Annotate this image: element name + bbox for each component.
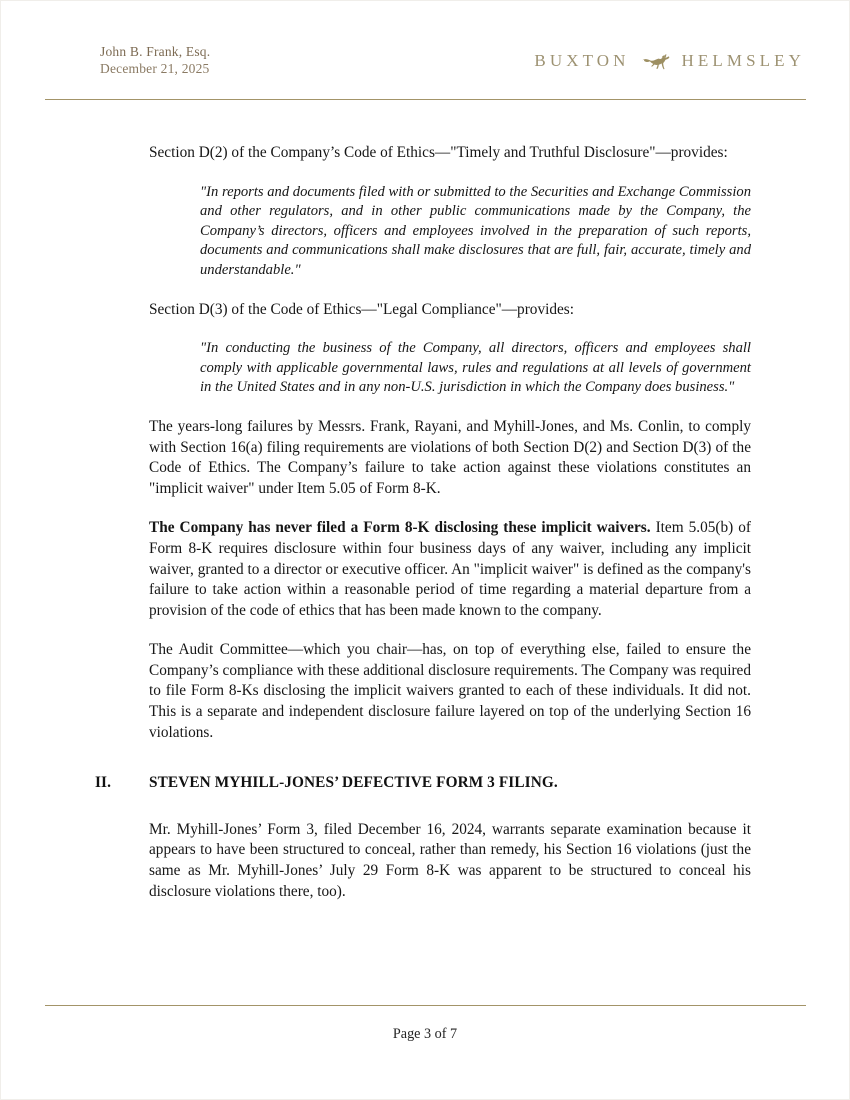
paragraph-section-d3-intro: Section D(3) of the Code of Ethics—"Legal Compliance"—provides: bbox=[149, 300, 574, 318]
brand-logo bbox=[534, 51, 805, 71]
document-body bbox=[95, 143, 751, 902]
paragraph-form-3-examination: Mr. Myhill-Jones’ Form 3, filed December 16, 2024, warrants separate examination because it appears to have been structured to conceal, rather than remedy, his Section 16 violations (just the same as Mr. Myhill-Jones’ July 29 Form 8-K was apparent to be structured to conceal his disclosure violations there, too). bbox=[149, 820, 751, 900]
paragraph-section-d2-intro: Section D(2) of the Company’s Code of Ethics—"Timely and Truthful Disclosure"—provides: bbox=[149, 144, 728, 161]
paragraph-never-filed-8k bbox=[149, 518, 751, 621]
header-recipient-name: John B. Frank, Esq. bbox=[100, 44, 211, 59]
bold-lead-never-filed: The Company has never filed a Form 8-K disclosing these implicit waivers. bbox=[149, 519, 651, 537]
header-addressee-block bbox=[100, 44, 210, 77]
footer-divider-rule bbox=[45, 1005, 806, 1006]
galloping-horse-icon bbox=[641, 52, 671, 70]
paragraph-audit-committee: The Audit Committee—which you chair—has, on top of everything else, failed to ensure the Company’s compliance with these additional disclosure requirements. The Company was required to file Form 8-Ks disclosing the implicit waivers granted to each of these individuals. It did not. This is a separate and independent disclosure failure layered on top of the underlying Section 16 violations. bbox=[149, 641, 751, 741]
paragraph-years-long-failures: The years-long failures by Messrs. Frank, Rayani, and Myhill-Jones, and Ms. Conlin, to comply with Section 16(a) filing requirements are violations of both Section D(2) and Section D(3) of the Code of Ethics. The Company’s failure to take action against these violations constitutes an "implicit waiver" under Item 5.05 of Form 8-K. bbox=[149, 417, 751, 497]
brand-name-buxton: BUXTON bbox=[534, 51, 630, 70]
section-numeral-ii: II. bbox=[95, 774, 112, 792]
header-divider-rule bbox=[45, 99, 806, 100]
section-heading-ii-title: STEVEN MYHILL-JONES’ DEFECTIVE FORM 3 FILING. bbox=[149, 774, 558, 792]
footer-page-number: Page 3 of 7 bbox=[392, 1026, 458, 1042]
section-heading-ii bbox=[95, 773, 751, 794]
paragraph-never-filed-8k-rest: Item 5.05(b) of Form 8-K requires disclosure within four business days of any waiver, including any implicit waiver, granted to a director or executive officer. An "implicit waiver" is defined as the company's failure to take action within a reasonable period of time regarding a material departure from a provision of the code of ethics that has been made known to the company. bbox=[149, 519, 751, 619]
header-date: December 21, 2025 bbox=[100, 60, 210, 76]
brand-name-helmsley: HELMSLEY bbox=[681, 51, 805, 70]
page-header bbox=[45, 44, 805, 92]
blockquote-section-d2: "In reports and documents filed with or submitted to the Securities and Exchange Commission and other regulators, and in other public communications made by the Company, the Company’s directors, officers and employees involved in the preparation of such reports, documents and communications shall make disclosures that are full, fair, accurate, timely and understandable." bbox=[200, 183, 751, 278]
blockquote-section-d3: "In conducting the business of the Company, all directors, officers and employees shall comply with applicable governmental laws, rules and regulations at all levels of government in the United States and in any non-U.S. jurisdiction in which the Company does business." bbox=[200, 340, 751, 396]
